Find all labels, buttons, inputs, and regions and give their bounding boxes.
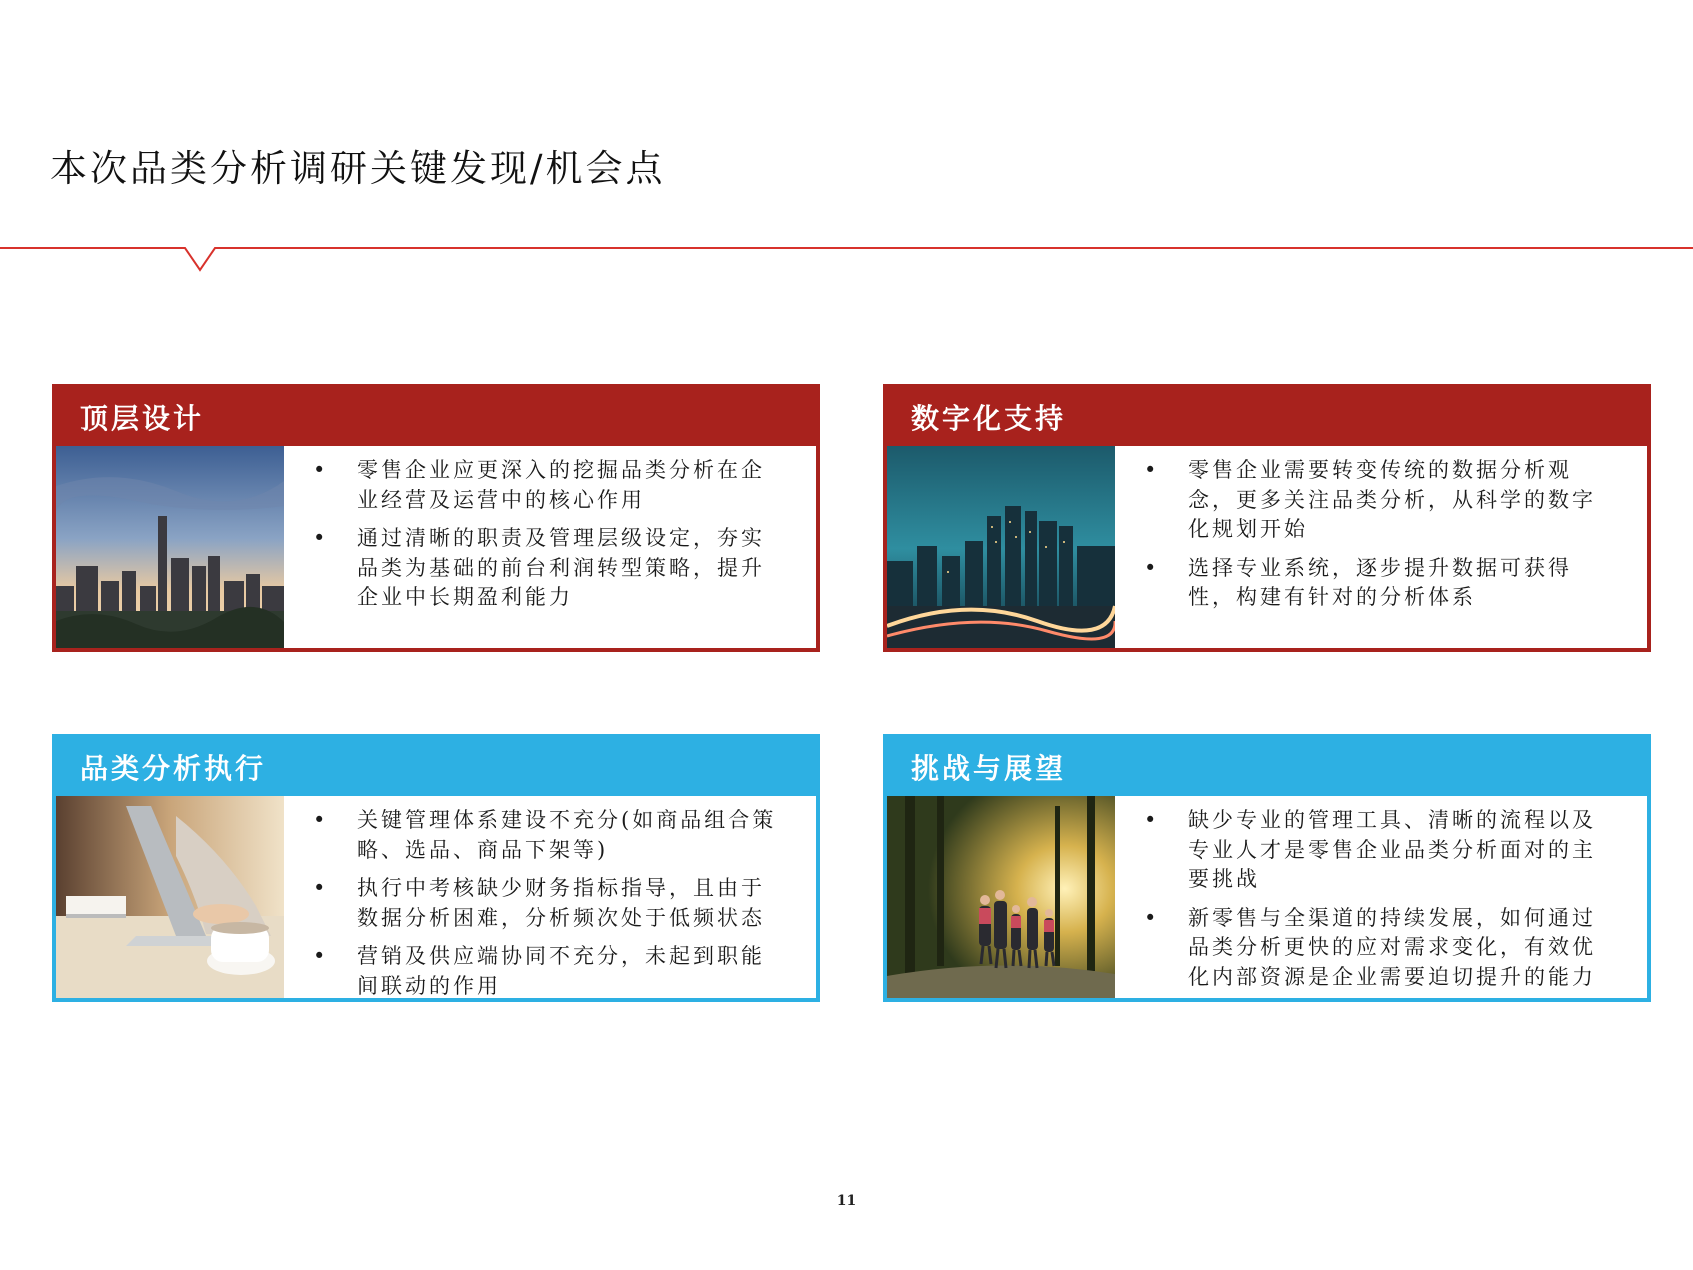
bullet-icon: • — [313, 944, 329, 968]
list-item: • 关键管理体系建设不充分(如商品组合策略、选品、商品下架等) — [313, 808, 777, 862]
card-top-level-design — [52, 384, 820, 652]
card-heading: 挑战与展望 — [887, 738, 1647, 796]
list-item: • 零售企业应更深入的挖掘品类分析在企业经营及运营中的核心作用 — [313, 458, 765, 512]
header-divider — [0, 240, 1693, 276]
bullet-icon: • — [1144, 555, 1160, 580]
card-category-analysis-execution — [52, 734, 820, 1002]
laptop-photo — [56, 796, 284, 998]
bullet-list — [1142, 456, 1612, 622]
list-item: • 零售企业需要转变传统的数据分析观念，更多关注品类分析，从科学的数字化规划开始 — [1144, 458, 1596, 541]
list-item: • 营销及供应端协同不充分，未起到职能间联动的作用 — [313, 944, 765, 998]
bullet-icon: • — [1144, 458, 1160, 482]
card-heading: 数字化支持 — [887, 388, 1647, 446]
card-heading: 品类分析执行 — [56, 738, 816, 796]
bullet-icon: • — [1144, 808, 1160, 832]
bullet-icon: • — [1144, 905, 1160, 930]
page-number: 11 — [836, 1193, 857, 1209]
bullet-icon: • — [313, 876, 329, 900]
list-item: • 执行中考核缺少财务指标指导，且由于数据分析困难，分析频次处于低频状态 — [313, 876, 765, 930]
list-item: • 通过清晰的职责及管理层级设定，夯实品类为基础的前台利润转型策略，提升企业中长期盈利能力 — [313, 526, 765, 609]
page-title: 本次品类分析调研关键发现/机会点 — [50, 147, 666, 190]
list-item: • 缺少专业的管理工具、清晰的流程以及专业人才是零售企业品类分析面对的主要挑战 — [1144, 808, 1596, 891]
card-heading: 顶层设计 — [56, 388, 816, 446]
bullet-list — [311, 806, 781, 1010]
list-item: • 选择专业系统，逐步提升数据可获得性，构建有针对的分析体系 — [1144, 555, 1572, 609]
bullet-list — [1142, 806, 1612, 1001]
city-night-photo — [887, 446, 1115, 648]
forest-runners-photo — [887, 796, 1115, 998]
bullet-list — [311, 456, 781, 622]
bullet-icon: • — [313, 458, 329, 482]
city-skyline-photo — [56, 446, 284, 648]
bullet-icon: • — [313, 526, 329, 550]
list-item: • 新零售与全渠道的持续发展，如何通过品类分析更快的应对需求变化，有效优化内部资源是企业需要迫切提升的能力 — [1144, 905, 1596, 989]
card-digital-support — [883, 384, 1651, 652]
card-challenges-outlook — [883, 734, 1651, 1002]
bullet-icon: • — [313, 808, 329, 832]
